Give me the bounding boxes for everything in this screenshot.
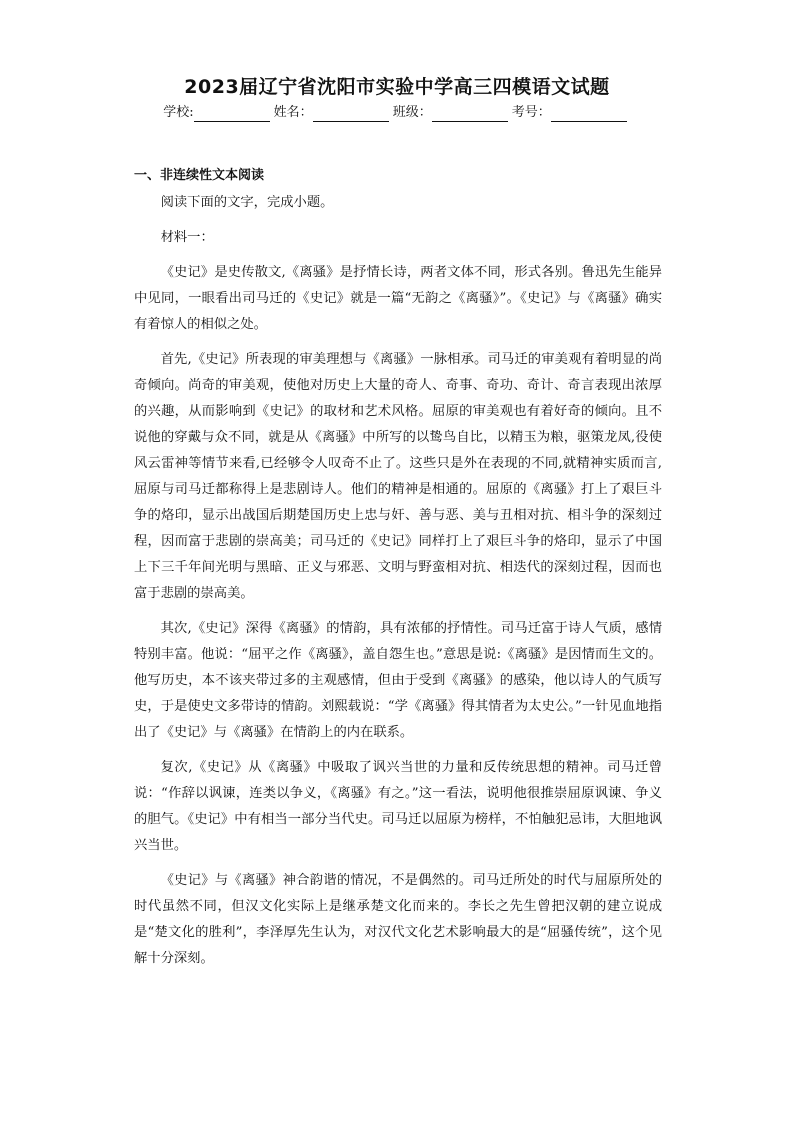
school-blank bbox=[194, 107, 270, 122]
number-field bbox=[512, 104, 631, 122]
passage-paragraph: 复次,《史记》从《离骚》中吸取了讽兴当世的力量和反传统思想的精神。司马迁曾说：“作辞以讽谏，连类以争义，《离骚》有之。”这一看法，说明他很推崇屈原讽谏、争义的胆气。《史记》中有相当一部分当代史。司马迁以屈原为榜样，不怕触犯忌讳，大胆地讽兴当世。 bbox=[134, 760, 662, 853]
name-label: 姓名： bbox=[273, 105, 313, 120]
section-heading: 一、非连续性文本阅读 bbox=[134, 168, 265, 183]
reading-passage bbox=[134, 190, 662, 981]
passage-paragraph: 其次,《史记》深得《离骚》的情韵，具有浓郁的抒情性。司马迁富于诗人气质，感情特别丰富。他说：“屈平之作《离骚》，盖自怨生也。”意思是说:《离骚》是因情而生文的。他写历史，本不该夹带过多的主观感情，但由于受到《离骚》的感染，他以诗人的气质写史，于是使史文多带诗的情韵。刘熙载说：“学《离骚》得其情者为太史公。”一针见血地指出了《史记》与《离骚》在情韵上的内在联系。 bbox=[134, 621, 662, 740]
instruction-text: 阅读下面的文字，完成小题。 bbox=[160, 195, 334, 210]
passage-paragraph: 《史记》是史传散文,《离骚》是抒情长诗，两者文体不同，形式各别。鲁迅先生能异中见同，一眼看出司马迁的《史记》就是一篇“无韵之《离骚》”。《史记》与《离骚》确实有着惊人的相似之处。 bbox=[134, 265, 662, 332]
passage-paragraph: 首先,《史记》所表现的审美理想与《离骚》一脉相承。司马迁的审美观有着明显的尚奇倾向。尚奇的审美观，使他对历史上大量的奇人、奇事、奇功、奇计、奇言表现出浓厚的兴趣，从而影响到《史记》的取材和艺术风格。屈原的审美观也有着好奇的倾向。且不说他的穿戴与众不同，就是从《离骚》中所写的以鸷鸟自比，以精玉为粮，驱策龙凤,役使风云雷神等情节来看,已经够令人叹奇不止了。这些只是外在表现的不同,就精神实质而言,屈原与司马迁都称得上是悲剧诗人。他们的精神是相通的。屈原的《离骚》打上了艰巨斗争的烙印，显示出战国后期楚国历史上忠与奸、善与恶、美与丑相对抗、相斗争的深刻过程，因而富于悲剧的崇高美；司马迁的《史记》同样打上了艰巨斗争的烙印，显示了中国上下三千年间光明与黑暗、正义与邪恶、文明与野蛮相对抗、相迭代的深刻过程，因而也富于悲剧的崇高美。 bbox=[134, 352, 662, 601]
school-label: 学校: bbox=[163, 105, 194, 120]
school-field bbox=[163, 104, 273, 122]
material-label: 材料一： bbox=[160, 230, 214, 245]
name-blank bbox=[313, 107, 389, 122]
passage-paragraph: 《史记》与《离骚》神合韵谐的情况，不是偶然的。司马迁所处的时代与屈原所处的时代虽然不同，但汉文化实际上是继承楚文化而来的。李长之先生曾把汉朝的建立说成是“楚文化的胜利”，李泽厚先生认为，对汉代文化艺术影响最大的是“屈骚传统”，这个见解十分深刻。 bbox=[134, 873, 662, 966]
class-label: 班级： bbox=[392, 105, 432, 120]
exam-title: 2023届辽宁省沈阳市实验中学高三四模语文试题 bbox=[184, 76, 610, 98]
name-field bbox=[274, 104, 393, 122]
number-blank bbox=[551, 107, 627, 122]
number-label: 考号： bbox=[511, 105, 551, 120]
student-info-line bbox=[0, 104, 794, 122]
class-blank bbox=[432, 107, 508, 122]
class-field bbox=[393, 104, 512, 122]
